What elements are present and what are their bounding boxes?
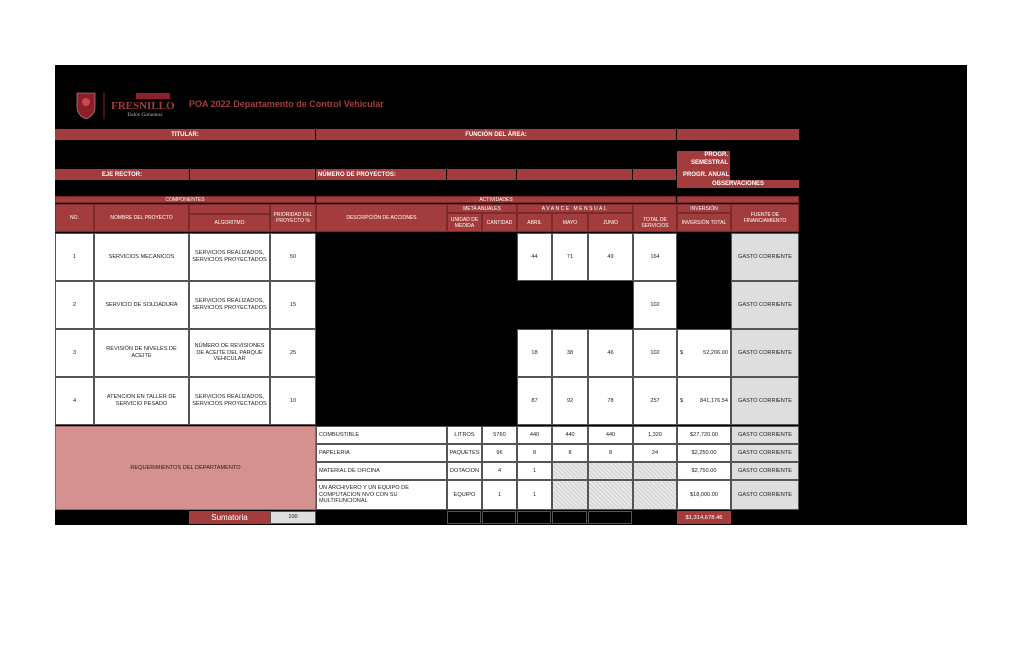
req-cantidad: 1 — [482, 480, 517, 510]
project-total: 102 — [633, 329, 677, 377]
req-unidad: LITROS — [447, 426, 482, 444]
col-algoritmo-top — [189, 204, 270, 214]
numero-proyectos-label: NÚMERO DE PROYECTOS: — [316, 169, 446, 180]
project-mayo: 38 — [552, 329, 588, 377]
col-cantidad: CANTIDAD — [482, 213, 517, 232]
footer-cell — [482, 511, 516, 524]
col-avance: AVANCE MENSUAL — [517, 204, 633, 213]
req-inversion: $27,720.00 — [677, 426, 731, 444]
sumatoria-label: Sumatoria — [189, 511, 270, 524]
project-inversion — [677, 377, 731, 425]
req-junio: 440 — [588, 426, 633, 444]
prog-semestral-label: PROGR. SEMESTRAL — [677, 151, 730, 169]
req-total — [633, 462, 677, 480]
req-desc: PAPELERIA — [316, 444, 447, 462]
funcion-area-label: FUNCIÓN DEL ÁREA: — [316, 129, 676, 140]
footer-cell — [517, 511, 551, 524]
municipal-logo — [73, 89, 173, 121]
col-junio: JUNIO — [588, 213, 633, 232]
project-junio: 46 — [588, 329, 633, 377]
req-fuente: GASTO CORRIENTE — [731, 480, 799, 510]
req-unidad: PAQUETES — [447, 444, 482, 462]
req-unidad: EQUIPO — [447, 480, 482, 510]
inversion-amount: 841,176.54 — [700, 397, 728, 404]
np-cell-2 — [517, 169, 632, 180]
project-name: REVISIÓN DE NIVELES DE ACEITE — [94, 329, 189, 377]
project-abril: 44 — [517, 233, 552, 281]
col-inversion-total: INVERSIÓN TOTAL — [677, 213, 731, 232]
np-cell-1 — [447, 169, 516, 180]
req-unidad: DOTACION — [447, 462, 482, 480]
project-algoritmo: SERVICIOS REALIZADOS, SERVICIOS PROYECTADOS — [189, 377, 270, 425]
footer-cell — [552, 511, 587, 524]
currency-sign: $ — [680, 397, 684, 404]
project-fuente: GASTO CORRIENTE — [731, 377, 799, 425]
req-mayo: 440 — [552, 426, 588, 444]
currency-sign: $ — [680, 349, 684, 356]
footer-cell — [588, 511, 632, 524]
project-algoritmo: NÚMERO DE REVISIONES DE ACEITE DEL PARQUE VEHICULAR — [189, 329, 270, 377]
eje-rector-label: EJE RECTOR: — [55, 169, 189, 180]
project-inversion — [677, 329, 731, 377]
req-abril: 1 — [517, 480, 552, 510]
req-desc: UN ARCHIVERO Y UN EQUIPO DE COMPUTACION NVO CON SU MULTIFUNCIONAL — [316, 480, 447, 510]
project-no: 3 — [55, 329, 94, 377]
requerimientos-label: REQUERIMIENTOS DEL DEPARTAMENTO — [55, 426, 316, 510]
req-total: 24 — [633, 444, 677, 462]
project-total: 257 — [633, 377, 677, 425]
req-mayo — [552, 480, 588, 510]
sumatoria-value: 100 — [270, 511, 316, 524]
actividades-header: ACTIVIDADES — [316, 196, 676, 203]
col-nombre: NOMBRE DEL PROYECTO — [94, 204, 189, 232]
col-total-servicios: TOTAL DE SERVICIOS — [633, 204, 677, 232]
col-unidad: UNIDAD DE MEDIDA — [447, 213, 482, 232]
project-prioridad: 50 — [270, 233, 316, 281]
componentes-header: COMPONENTES — [55, 196, 315, 203]
project-no: 2 — [55, 281, 94, 329]
project-name: ATENCION EN TALLER DE SERVICIO PESADO — [94, 377, 189, 425]
project-junio: 49 — [588, 233, 633, 281]
project-name: SERVICIOS MECANICOS — [94, 233, 189, 281]
top-right-band — [677, 129, 799, 140]
req-abril: 8 — [517, 444, 552, 462]
eje-rector-value — [190, 169, 315, 180]
req-desc: MATERIAL DE OFICINA — [316, 462, 447, 480]
req-abril: 1 — [517, 462, 552, 480]
project-fuente: GASTO CORRIENTE — [731, 329, 799, 377]
project-abril: 87 — [517, 377, 552, 425]
req-inversion: $2,250.00 — [677, 444, 731, 462]
req-junio — [588, 462, 633, 480]
logo-subtext: Todos Ganamos — [127, 112, 163, 118]
project-no: 1 — [55, 233, 94, 281]
col-algoritmo: ALGORITMO — [189, 214, 270, 232]
inversion-top — [677, 196, 799, 203]
project-fuente: GASTO CORRIENTE — [731, 233, 799, 281]
project-total: 102 — [633, 281, 677, 329]
col-descripcion: DESCRIPCIÓN DE ACCIONES — [316, 204, 447, 232]
np-cell-3 — [633, 169, 676, 180]
req-total: 1,320 — [633, 426, 677, 444]
req-cantidad: 5760 — [482, 426, 517, 444]
project-junio: 78 — [588, 377, 633, 425]
req-fuente: GASTO CORRIENTE — [731, 444, 799, 462]
req-abril: 440 — [517, 426, 552, 444]
titular-label: TITULAR: — [55, 129, 315, 140]
col-mayo: MAYO — [552, 213, 588, 232]
project-algoritmo: SERVICIOS REALIZADOS, SERVICIOS PROYECTADOS — [189, 281, 270, 329]
footer-cell — [447, 511, 481, 524]
req-cantidad: 4 — [482, 462, 517, 480]
req-inversion: $2,750.00 — [677, 462, 731, 480]
project-fuente: GASTO CORRIENTE — [731, 281, 799, 329]
project-prioridad: 15 — [270, 281, 316, 329]
req-total — [633, 480, 677, 510]
col-no: NO. — [55, 204, 94, 232]
total-inversion: $1,314,678.46 — [677, 511, 731, 524]
project-mayo: 92 — [552, 377, 588, 425]
req-junio — [588, 480, 633, 510]
req-desc: COMBUSTIBLE — [316, 426, 447, 444]
project-abril: 18 — [517, 329, 552, 377]
project-total: 164 — [633, 233, 677, 281]
prog-anual-label: PROGR. ANUAL — [677, 169, 730, 180]
poa-sheet — [55, 65, 967, 525]
project-name: SERVICIO DE SOLDADURA — [94, 281, 189, 329]
project-prioridad: 10 — [270, 377, 316, 425]
req-cantidad: 96 — [482, 444, 517, 462]
col-inversion: INVERSIÓN — [677, 204, 731, 213]
req-fuente: GASTO CORRIENTE — [731, 462, 799, 480]
req-junio: 8 — [588, 444, 633, 462]
col-prioridad: PRIORIDAD DEL PROYECTO % — [270, 204, 316, 232]
req-mayo: 8 — [552, 444, 588, 462]
project-prioridad: 25 — [270, 329, 316, 377]
col-abril: ABRIL — [517, 213, 552, 232]
req-inversion: $18,000.00 — [677, 480, 731, 510]
col-fuente: FUENTE DE FINANCIAMIENTO — [731, 204, 799, 232]
project-algoritmo: SERVICIOS REALIZADOS, SERVICIOS PROYECTADOS — [189, 233, 270, 281]
logo-text: FRESNILLO — [111, 100, 175, 112]
inversion-amount: 52,206.00 — [703, 349, 728, 356]
page-title: POA 2022 Departamento de Control Vehicular — [189, 99, 384, 109]
observaciones-label: OBSERVACIONES — [677, 180, 799, 188]
project-no: 4 — [55, 377, 94, 425]
project-mayo: 71 — [552, 233, 588, 281]
req-fuente: GASTO CORRIENTE — [731, 426, 799, 444]
req-mayo — [552, 462, 588, 480]
col-meta-anuales: META ANUALES — [447, 204, 517, 213]
